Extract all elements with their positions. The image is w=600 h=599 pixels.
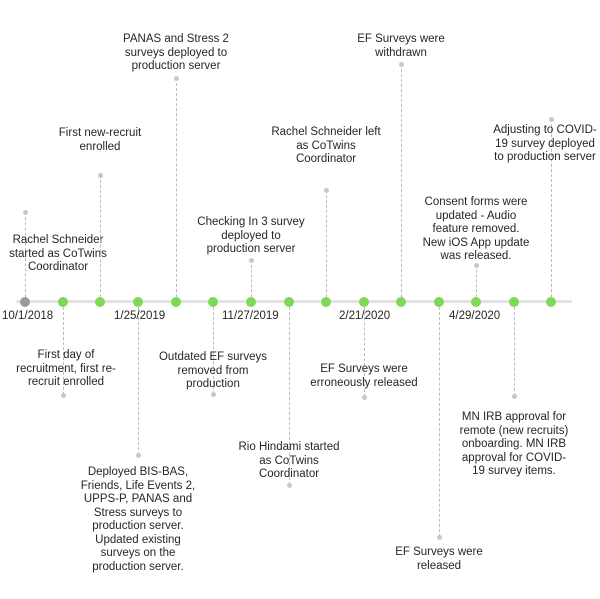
connector-end-dot — [61, 393, 66, 398]
event-label: Consent forms were updated - Audio feature removed. New iOS App update was released. — [422, 196, 530, 262]
timeline-event-marker — [171, 297, 181, 307]
connector-line — [176, 78, 177, 297]
connector-line — [100, 175, 101, 297]
event-label: PANAS and Stress 2 surveys deployed to production server — [123, 33, 229, 72]
connector-line — [401, 64, 402, 297]
date-label: 2/21/2020 — [339, 310, 391, 322]
date-label: 11/27/2019 — [222, 310, 279, 322]
connector-line — [476, 265, 477, 297]
date-label: 10/1/2018 — [2, 310, 54, 322]
timeline-event-marker — [20, 297, 30, 307]
event-label: Rachel Schneider started as CoTwins Coordinator — [9, 234, 107, 273]
timeline-event-marker — [284, 297, 294, 307]
connector-end-dot — [211, 392, 216, 397]
timeline-event-marker — [246, 297, 256, 307]
event-label: First day of recruitment, first re- recruit enrolled — [16, 349, 116, 388]
connector-end-dot — [512, 394, 517, 399]
connector-line — [439, 307, 440, 537]
connector-end-dot — [174, 76, 179, 81]
connector-end-dot — [287, 483, 292, 488]
event-label: Deployed BIS-BAS, Friends, Life Events 2, UPPS-P, PANAS and Stress surveys to production server. Updated existing surveys on the production server. — [80, 466, 196, 573]
connector-end-dot — [23, 210, 28, 215]
connector-end-dot — [399, 62, 404, 67]
connector-line — [326, 190, 327, 297]
connector-end-dot — [249, 258, 254, 263]
timeline-event-marker — [133, 297, 143, 307]
timeline-event-marker — [321, 297, 331, 307]
event-label: Adjusting to COVID- 19 survey deployed to production server — [493, 124, 597, 163]
connector-end-dot — [437, 535, 442, 540]
connector-end-dot — [362, 395, 367, 400]
timeline-event-marker — [95, 297, 105, 307]
event-label: EF Surveys were released — [395, 546, 483, 572]
event-label: First new-recruit enrolled — [58, 127, 142, 153]
event-label: Outdated EF surveys removed from production — [158, 351, 268, 390]
timeline-event-marker — [396, 297, 406, 307]
timeline-event-marker — [208, 297, 218, 307]
timeline-event-marker — [359, 297, 369, 307]
connector-line — [251, 260, 252, 297]
event-label: EF Surveys were withdrawn — [357, 33, 445, 59]
event-label: MN IRB approval for remote (new recruits) onboarding. MN IRB approval for COVID- 19 survey items. — [459, 411, 569, 477]
timeline-event-marker — [546, 297, 556, 307]
event-label: Checking In 3 survey deployed to production server — [197, 216, 305, 255]
event-label: Rio Hindami started as CoTwins Coordinator — [238, 441, 340, 480]
connector-end-dot — [474, 263, 479, 268]
connector-end-dot — [549, 117, 554, 122]
timeline-event-marker — [58, 297, 68, 307]
date-label: 1/25/2019 — [114, 310, 166, 322]
connector-end-dot — [136, 453, 141, 458]
connector-end-dot — [324, 188, 329, 193]
event-label: EF Surveys were erroneously released — [310, 363, 418, 389]
connector-end-dot — [98, 173, 103, 178]
date-label: 4/29/2020 — [449, 310, 501, 322]
event-label: Rachel Schneider left as CoTwins Coordinator — [271, 126, 381, 165]
connector-line — [514, 307, 515, 396]
connector-line — [138, 307, 139, 455]
timeline-event-marker — [509, 297, 519, 307]
timeline-event-marker — [434, 297, 444, 307]
timeline-event-marker — [471, 297, 481, 307]
